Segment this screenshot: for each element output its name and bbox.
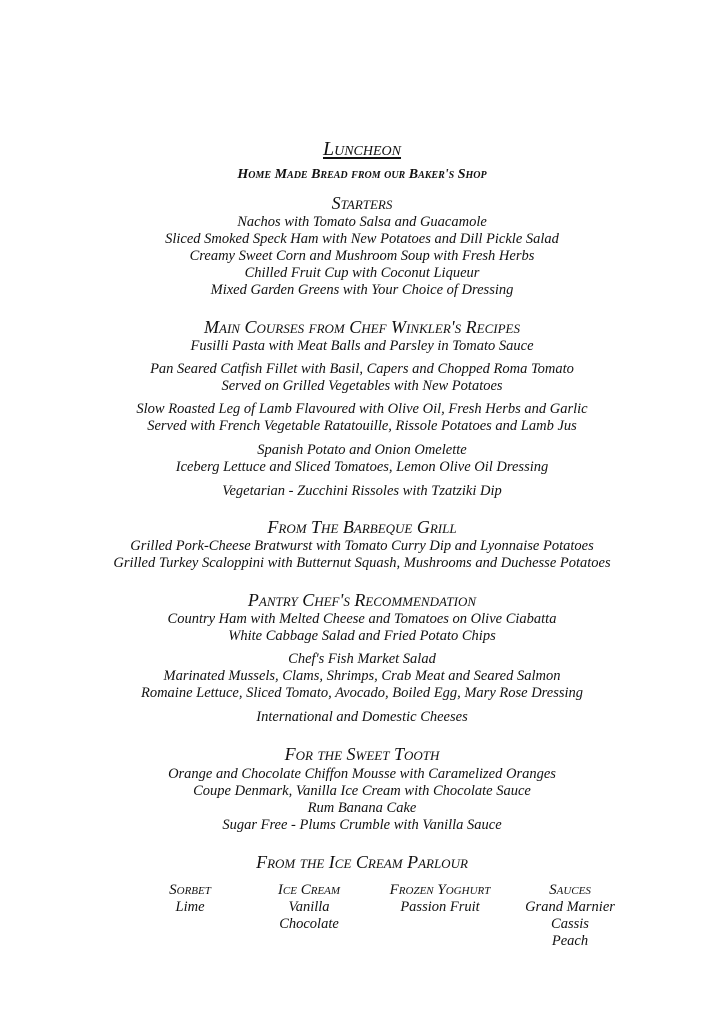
- menu-item: Fusilli Pasta with Meat Balls and Parsley in Tomato Sauce: [190, 338, 534, 354]
- section-heading-sweet: For the Sweet Tooth: [284, 744, 440, 764]
- menu-title: Luncheon: [322, 138, 402, 160]
- column-item: Chocolate: [279, 916, 339, 932]
- section-heading-barbeque: From The Barbeque Grill: [267, 517, 457, 537]
- column-item: Lime: [175, 899, 205, 915]
- menu-subtitle: Home Made Bread from our Baker's Shop: [237, 167, 487, 182]
- menu-item: Grilled Pork-Cheese Bratwurst with Tomato Curry Dip and Lyonnaise Potatoes: [130, 538, 594, 554]
- menu-item: Creamy Sweet Corn and Mushroom Soup with Fresh Herbs: [189, 248, 535, 264]
- column-heading: Sauces: [549, 882, 591, 898]
- menu-item: Chilled Fruit Cup with Coconut Liqueur: [244, 265, 480, 281]
- menu-item: Sugar Free - Plums Crumble with Vanilla Sauce: [222, 817, 502, 833]
- menu-item: Chef's Fish Market Salad: [288, 651, 436, 667]
- menu-item: White Cabbage Salad and Fried Potato Chips: [228, 628, 496, 644]
- menu-item: Pan Seared Catfish Fillet with Basil, Capers and Chopped Roma Tomato: [150, 361, 574, 377]
- menu-item: Marinated Mussels, Clams, Shrimps, Crab Meat and Seared Salmon: [163, 668, 561, 684]
- menu-item: Slow Roasted Leg of Lamb Flavoured with Olive Oil, Fresh Herbs and Garlic: [136, 401, 588, 417]
- column-heading: Sorbet: [169, 882, 211, 898]
- menu-item: Iceberg Lettuce and Sliced Tomatoes, Lemon Olive Oil Dressing: [175, 459, 549, 475]
- section-heading-pantry: Pantry Chef's Recommendation: [247, 590, 477, 610]
- menu-item: Romaine Lettuce, Sliced Tomato, Avocado, Boiled Egg, Mary Rose Dressing: [140, 685, 584, 701]
- column-item: Cassis: [551, 916, 589, 932]
- menu-item: Grilled Turkey Scaloppini with Butternut Squash, Mushrooms and Duchesse Potatoes: [113, 555, 611, 571]
- column-item: Grand Marnier: [525, 899, 615, 915]
- menu-item: Vegetarian - Zucchini Rissoles with Tzatziki Dip: [222, 483, 502, 499]
- menu-item: Served with French Vegetable Ratatouille, Rissole Potatoes and Lamb Jus: [147, 418, 577, 434]
- menu-item: Served on Grilled Vegetables with New Potatoes: [221, 378, 503, 394]
- menu-item: Mixed Garden Greens with Your Choice of Dressing: [210, 282, 514, 298]
- menu-item: Coupe Denmark, Vanilla Ice Cream with Chocolate Sauce: [193, 783, 531, 799]
- menu-item: Orange and Chocolate Chiffon Mousse with Caramelized Oranges: [168, 766, 556, 782]
- section-heading-parlour: From the Ice Cream Parlour: [256, 852, 468, 872]
- column-item: Passion Fruit: [400, 899, 480, 915]
- column-item: Vanilla: [288, 899, 330, 915]
- menu-item: Spanish Potato and Onion Omelette: [257, 442, 467, 458]
- menu-item: Rum Banana Cake: [307, 800, 417, 816]
- menu-item: Sliced Smoked Speck Ham with New Potatoes and Dill Pickle Salad: [165, 231, 559, 247]
- column-heading: Ice Cream: [277, 882, 341, 898]
- column-heading: Frozen Yoghurt: [389, 882, 491, 898]
- section-heading-starters: Starters: [331, 193, 393, 213]
- column-item: Peach: [551, 933, 589, 949]
- menu-item: International and Domestic Cheeses: [256, 709, 468, 725]
- parlour-column-sauces: [490, 882, 650, 950]
- menu-item: Nachos with Tomato Salsa and Guacamole: [237, 214, 487, 230]
- section-heading-main-courses: Main Courses from Chef Winkler's Recipes: [204, 317, 520, 337]
- menu-item: Country Ham with Melted Cheese and Tomatoes on Olive Ciabatta: [167, 611, 557, 627]
